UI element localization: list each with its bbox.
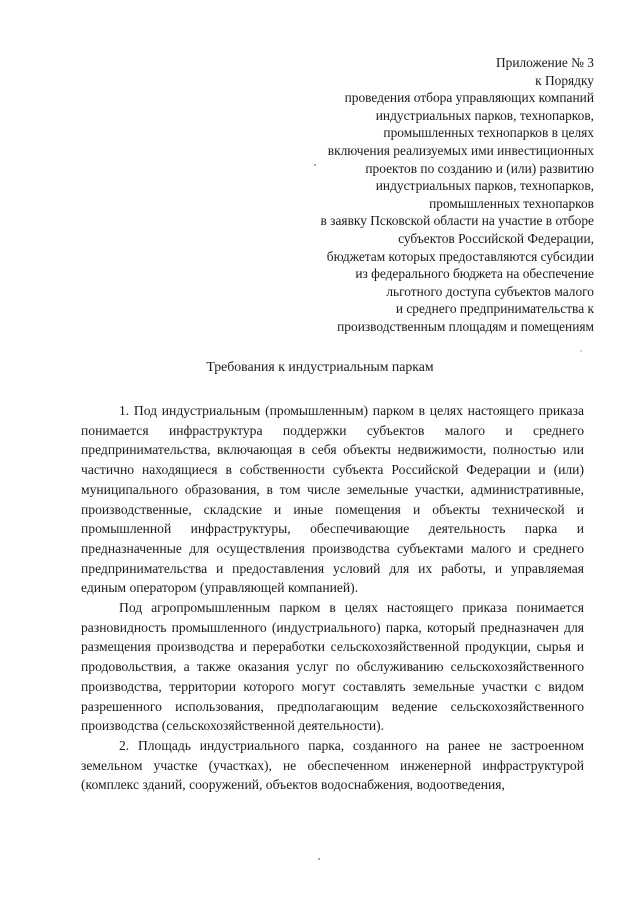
appendix-line: субъектов Российской Федерации,	[398, 230, 594, 246]
appendix-line: бюджетам которых предоставляются субсидии	[326, 248, 594, 264]
appendix-line: и среднего предпринимательства к	[395, 301, 594, 317]
appendix-line: Приложение № 3	[495, 55, 594, 70]
appendix-line: индустриальных парков, технопарков,	[375, 107, 594, 123]
appendix-line: льготного доступа субъектов малого	[386, 283, 594, 299]
appendix-line: индустриальных парков, технопарков,	[375, 178, 594, 194]
document-title: Требования к индустриальным паркам	[206, 359, 434, 374]
scan-speck	[318, 858, 320, 860]
appendix-line: к Порядку	[535, 72, 594, 88]
appendix-line: из федерального бюджета на обеспечение	[355, 266, 594, 282]
document-body	[81, 401, 584, 795]
paragraph: 1. Под индустриальным (промышленным) парком в целях настоящего приказа понимается инфраструктура поддержки субъектов малого и среднего предпринимательства, включающая в себя объекты недвижимости, полностью или частично находящиеся в собственности субъекта Российской Федерации и (или) муниципального образования, в том числе земельные участки, административные, производственные, складские и иные помещения и объекты технической и промышленной инфраструктуры, обеспечивающие деятельность парка и предназначенные для осуществления производства субъектами малого и среднего предпринимательства и предоставления условий для их работы, и управляемая единым оператором (управляющей компанией).	[81, 403, 584, 596]
scan-speck	[580, 350, 582, 352]
appendix-line: проведения отбора управляющих компаний	[344, 90, 594, 106]
appendix-line: включения реализуемых ими инвестиционных	[327, 142, 594, 158]
appendix-line: проектов по созданию и (или) развитию	[365, 160, 594, 176]
appendix-line: промышленных технопарков	[429, 195, 594, 211]
appendix-header	[321, 54, 594, 336]
appendix-line: производственным площадям и помещениям	[337, 318, 594, 334]
paragraph: Под агропромышленным парком в целях настоящего приказа понимается разновидность промышленного (индустриального) парка, который предназначен для размещения производства и переработки сельскохозяйственной продукции, сырья и продовольствия, а также оказания услуг по обслуживанию сельскохозяйственного производства, территории которого могут составлять земельные участки с видом разрешенного использования, предполагающим ведение сельскохозяйственного производства (сельскохозяйственной деятельности).	[81, 600, 584, 734]
appendix-line: промышленных технопарков в целях	[383, 125, 594, 141]
scan-speck	[314, 164, 316, 166]
appendix-line: в заявку Псковской области на участие в отборе	[320, 213, 594, 229]
paragraph: 2. Площадь индустриального парка, созданного на ранее не застроенном земельном участке (участках), не обеспеченном инженерной инфраструктурой (комплекс зданий, сооружений, объектов водоснабжения, водоотведения,	[81, 737, 584, 793]
